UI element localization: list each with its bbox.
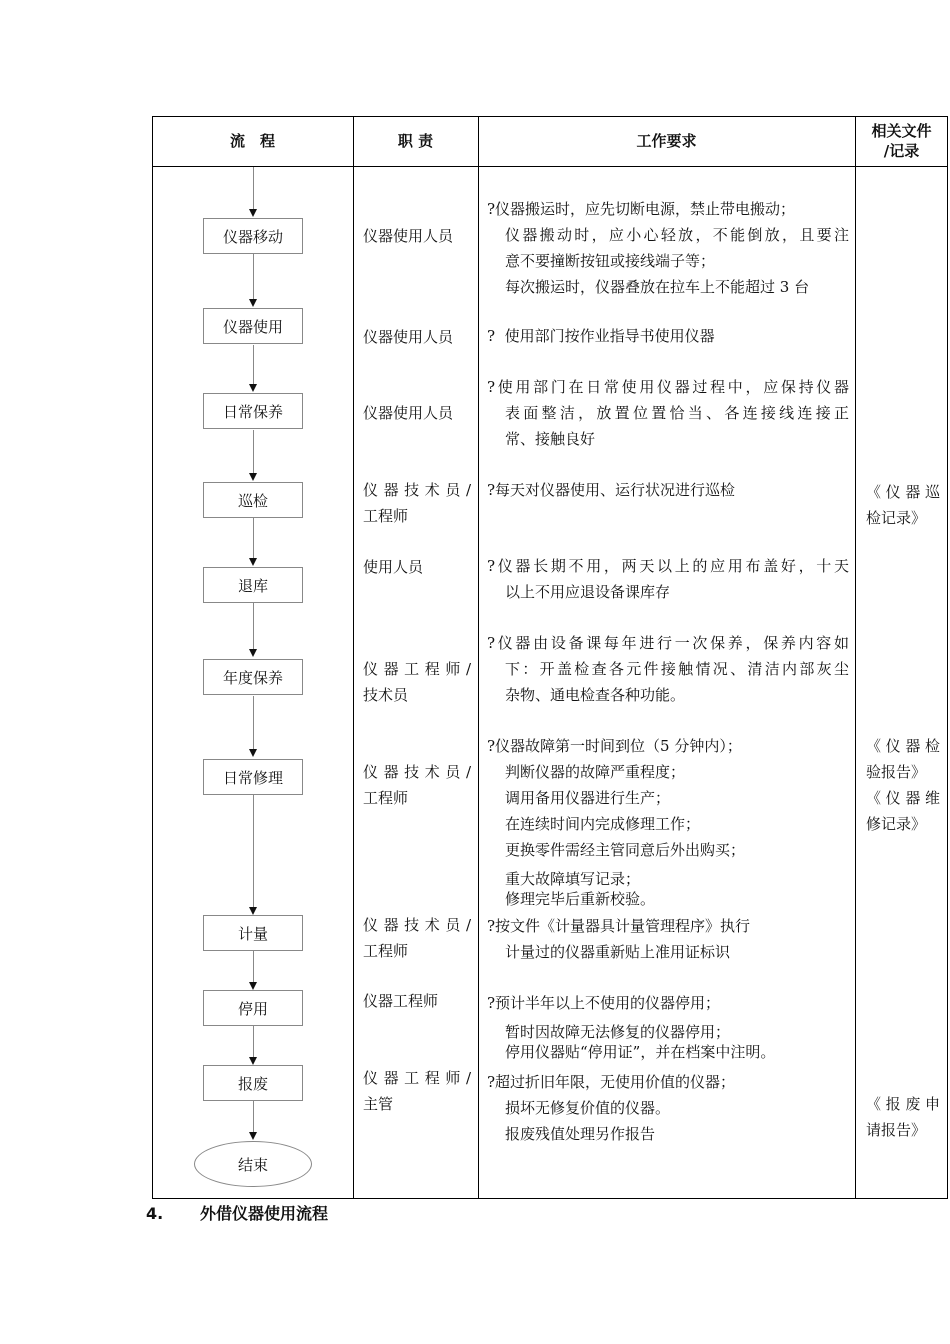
section-title: 外借仪器使用流程 <box>200 1204 329 1223</box>
requirement-line: 报废残值处理另作报告 <box>505 1125 656 1143</box>
arrow-down-icon <box>249 749 257 757</box>
section-heading <box>146 1201 328 1224</box>
requirement-cell <box>487 374 849 452</box>
duty-line: 主管 <box>363 1095 394 1113</box>
flow-step-box: 年度保养 <box>203 659 303 695</box>
requirement-line: ?预计半年以上不使用的仪器停用； <box>487 994 721 1012</box>
duty-line: 工程师 <box>363 789 409 807</box>
requirement-line: 意不要撞断按钮或接线端子等； <box>505 252 716 270</box>
arrow-down-icon <box>249 209 257 217</box>
arrow-down-icon <box>249 982 257 990</box>
duty-cell: 使用人员 <box>363 558 424 576</box>
requirement-line: ?按文件《计量器具计量管理程序》执行 <box>487 917 751 935</box>
flow-connector <box>253 603 254 651</box>
duty-line: 仪器技术员/ <box>363 916 471 934</box>
section-number: 4. <box>146 1204 164 1223</box>
duty-line: 仪器技术员/ <box>363 481 471 499</box>
docs-line: 《仪器维 <box>866 789 940 807</box>
header-flow: 流 程 <box>229 132 275 150</box>
requirement-line: 损坏无修复价值的仪器。 <box>505 1099 671 1117</box>
arrow-down-icon <box>249 384 257 392</box>
header-divider <box>152 166 948 167</box>
requirement-line: 调用备用仪器进行生产； <box>505 789 671 807</box>
docs-cell <box>866 733 940 837</box>
requirement-line: 暂时因故障无法修复的仪器停用； <box>505 1023 731 1041</box>
flow-connector <box>253 167 254 213</box>
flow-connector <box>253 254 254 304</box>
requirement-cell <box>487 733 849 909</box>
flow-connector <box>253 696 254 750</box>
arrow-down-icon <box>249 1132 257 1140</box>
column-divider <box>478 116 479 1199</box>
arrow-down-icon <box>249 907 257 915</box>
column-divider <box>855 116 856 1199</box>
requirement-cell <box>487 477 849 503</box>
requirement-cell <box>487 1069 849 1147</box>
arrow-down-icon <box>249 299 257 307</box>
flow-step-box: 日常保养 <box>203 393 303 429</box>
requirement-line: 以上不用应退设备课库存 <box>505 583 671 601</box>
docs-line: 《报废申 <box>866 1095 940 1113</box>
flow-step-box: 仪器移动 <box>203 218 303 254</box>
arrow-down-icon <box>249 1057 257 1065</box>
header-docs-line2: /记录 <box>883 142 920 160</box>
header-docs <box>855 116 948 166</box>
duty-line: 仪器工程师/ <box>363 660 471 678</box>
flow-step-box: 计量 <box>203 915 303 951</box>
header-docs-line1: 相关文件 <box>871 122 932 140</box>
requirement-line: 在连续时间内完成修理工作； <box>505 815 701 833</box>
requirement-cell <box>487 196 849 300</box>
requirement-line: 判断仪器的故障严重程度； <box>505 763 686 781</box>
requirement-line: 更换零件需经主管同意后外出购买； <box>505 841 746 859</box>
requirement-line: 表面整洁，放置位置恰当、各连接线连接正 <box>505 404 849 422</box>
flow-connector <box>253 795 254 907</box>
duty-cell: 仪器使用人员 <box>363 328 454 346</box>
flow-step-box: 仪器使用 <box>203 308 303 344</box>
duty-cell <box>363 656 471 708</box>
header-duty: 职 责 <box>397 132 434 150</box>
flow-connector <box>253 1101 254 1133</box>
requirement-line: 重大故障填写记录； <box>505 870 641 888</box>
docs-line: 检记录》 <box>866 509 927 527</box>
duty-cell: 仪器使用人员 <box>363 227 454 245</box>
flow-step-box: 巡检 <box>203 482 303 518</box>
requirement-line: 计量过的仪器重新贴上准用证标识 <box>505 943 731 961</box>
requirement-line: 停用仪器贴“停用证”，并在档案中注明。 <box>505 1043 776 1061</box>
requirement-line: ?仪器长期不用，两天以上的应用布盖好，十天 <box>487 557 849 575</box>
requirement-line: ?超过折旧年限，无使用价值的仪器； <box>487 1073 736 1091</box>
arrow-down-icon <box>249 649 257 657</box>
arrow-down-icon <box>249 473 257 481</box>
flow-end-ellipse: 结束 <box>194 1141 312 1187</box>
flow-step-box: 日常修理 <box>203 759 303 795</box>
requirement-line: ? 使用部门按作业指导书使用仪器 <box>487 327 715 345</box>
flow-step-box: 停用 <box>203 990 303 1026</box>
docs-line: 验报告》 <box>866 763 927 781</box>
requirement-line: 下：开盖检查各元件接触情况、清洁内部灰尘 <box>505 660 849 678</box>
flow-connector <box>253 951 254 983</box>
flow-connector <box>253 518 254 560</box>
requirement-line: 杂物、通电检查各种功能。 <box>505 686 686 704</box>
requirement-line: 常、接触良好 <box>505 430 596 448</box>
duty-line: 工程师 <box>363 507 409 525</box>
requirement-line: ?仪器故障第一时间到位（5 分钟内）； <box>487 737 742 755</box>
arrow-down-icon <box>249 558 257 566</box>
requirement-line: 修理完毕后重新校验。 <box>505 890 656 908</box>
column-divider <box>353 116 354 1199</box>
requirement-cell <box>487 323 849 349</box>
flow-connector <box>253 430 254 474</box>
requirement-line: ?每天对仪器使用、运行状况进行巡检 <box>487 481 736 499</box>
duty-line: 技术员 <box>363 686 409 704</box>
duty-line: 仪器技术员/ <box>363 763 471 781</box>
requirement-cell <box>487 913 849 965</box>
requirement-cell <box>487 630 849 708</box>
docs-line: 《仪器检 <box>866 737 940 755</box>
flow-step-box: 退库 <box>203 567 303 603</box>
requirement-line: ?使用部门在日常使用仪器过程中，应保持仪器 <box>487 378 849 396</box>
docs-line: 修记录》 <box>866 815 927 833</box>
requirement-cell <box>487 990 849 1062</box>
requirement-line: 仪器搬动时，应小心轻放，不能倒放，且要注 <box>505 226 849 244</box>
header-requirement: 工作要求 <box>636 132 697 150</box>
flow-connector <box>253 1026 254 1058</box>
requirement-line: 每次搬运时，仪器叠放在拉车上不能超过 3 台 <box>505 278 810 296</box>
docs-line: 请报告》 <box>866 1121 927 1139</box>
duty-cell <box>363 477 471 529</box>
duty-line: 仪器工程师/ <box>363 1069 471 1087</box>
requirement-line: ?仪器搬运时，应先切断电源，禁止带电搬动； <box>487 200 796 218</box>
duty-cell: 仪器工程师 <box>363 992 439 1010</box>
duty-cell: 仪器使用人员 <box>363 404 454 422</box>
requirement-line: ?仪器由设备课每年进行一次保养，保养内容如 <box>487 634 849 652</box>
docs-line: 《仪器巡 <box>866 483 940 501</box>
requirement-cell <box>487 553 849 605</box>
flow-connector <box>253 345 254 389</box>
docs-cell <box>866 1091 940 1143</box>
flow-step-box: 报废 <box>203 1065 303 1101</box>
duty-cell <box>363 759 471 811</box>
duty-cell <box>363 1065 471 1117</box>
docs-cell <box>866 479 940 531</box>
duty-line: 工程师 <box>363 942 409 960</box>
duty-cell <box>363 912 471 964</box>
